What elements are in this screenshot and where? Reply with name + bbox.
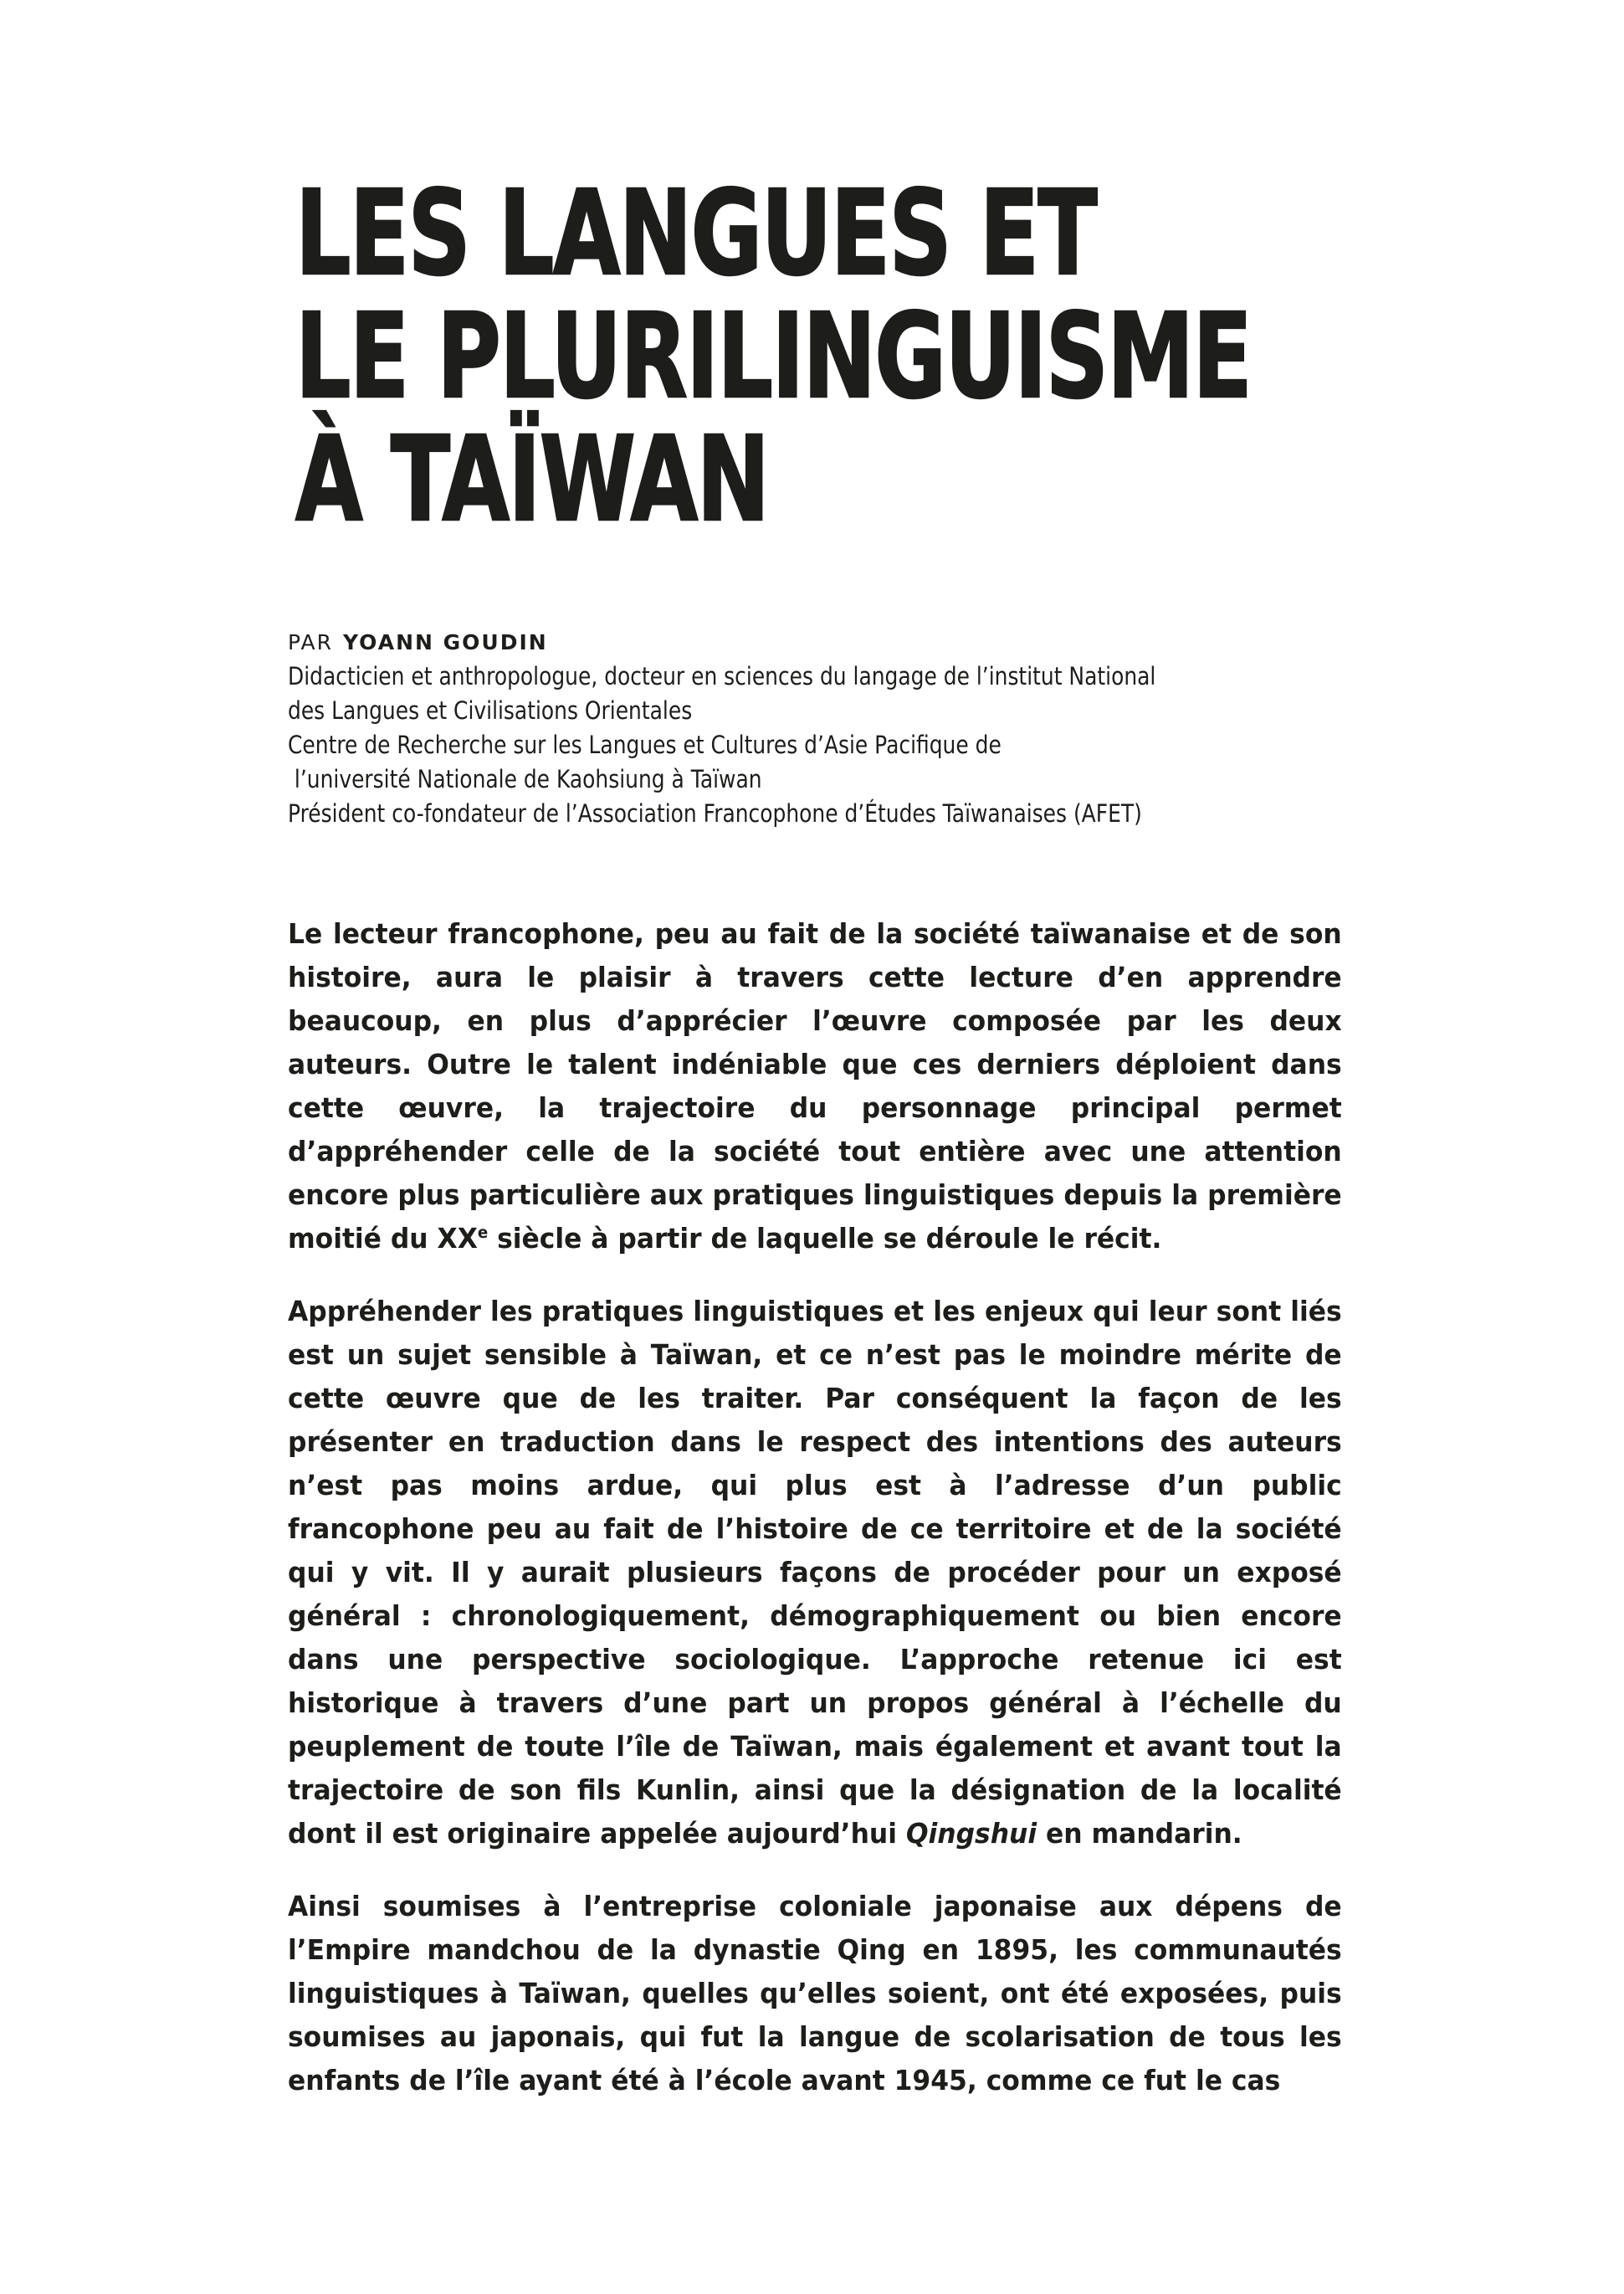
article-body (288, 912, 1342, 2132)
article-title-line: LE PLURILINGUISME (295, 289, 1252, 425)
body-run: siècle à partir de laquelle se déroule le récit. (488, 1222, 1162, 1255)
affiliation-line: l’université Nationale de Kaohsiung à Taïwan (288, 765, 762, 793)
article-title-line: LES LANGUES ET (295, 166, 1097, 302)
body-run: en mandarin. (1037, 1817, 1242, 1850)
article-title-line: À TAÏWAN (295, 412, 769, 548)
affiliation-line: des Langues et Civilisations Orientales (288, 696, 693, 725)
affiliations (288, 659, 1155, 831)
body-paragraph (288, 912, 1342, 1260)
affiliation-line: Président co-fondateur de l’Association Francophone d’Études Taïwanaises (AFET) (288, 799, 1142, 828)
affiliation-line: Didacticien et anthropologue, docteur en sciences du langage de l’institut National (288, 662, 1156, 690)
byline (288, 625, 548, 659)
body-run-superscript: e (477, 1223, 489, 1242)
body-run-italic: Qingshui (905, 1817, 1037, 1850)
body-run: Le lecteur francophone, peu au fait de la société taïwanaise et de son histoire, aura le plaisir à travers cette lecture d’en apprendre beaucoup, en plus d’apprécier l’œuvre composée par les deux auteurs. Outre le talent indéniable que ces derniers déploient dans cette œuvre, la trajectoire du personnage principal permet d’appréhender celle de la société tout entière avec une attention encore plus particulière aux pratiques linguistiques depuis la première moitié du XX (288, 917, 1342, 1255)
body-paragraph (288, 1885, 1342, 2102)
byline-name: YOANN GOUDIN (342, 630, 548, 654)
article-title (295, 166, 1578, 548)
body-run: Appréhender les pratiques linguistiques et les enjeux qui leur sont liés est un sujet sensible à Taïwan, et ce n’est pas le moindre mérite de cette œuvre que de les traiter. Par conséquent la façon de les présenter en traduction dans le respect des intentions des auteurs n’est pas moins ardue, qui plus est à l’adresse d’un public francophone peu au fait de l’histoire de ce territoire et de la société qui y vit. Il y aurait plusieurs façons de procéder pour un exposé général : chronologiquement, démographiquement ou bien encore dans une perspective sociologique. L’approche retenue ici est historique à travers d’une part un propos général à l’échelle du peuplement de toute l’île de Taïwan, mais également et avant tout la trajectoire de son fils Kunlin, ainsi que la désignation de la localité dont il est originaire appelée aujourd’hui (288, 1295, 1342, 1850)
body-run: Ainsi soumises à l’entreprise coloniale japonaise aux dépens de l’Empire mandchou de la dynastie Qing en 1895, les communautés linguistiques à Taïwan, quelles qu’elles soient, ont été exposées, puis soumises au japonais, qui fut la langue de scolarisation de tous les enfants de l’île ayant été à l’école avant 1945, comme ce fut le cas (288, 1890, 1342, 2096)
byline-prefix: PAR (288, 630, 333, 654)
body-paragraph (288, 1290, 1342, 1855)
affiliation-line: Centre de Recherche sur les Langues et Cultures d’Asie Pacifique de (288, 731, 1002, 759)
